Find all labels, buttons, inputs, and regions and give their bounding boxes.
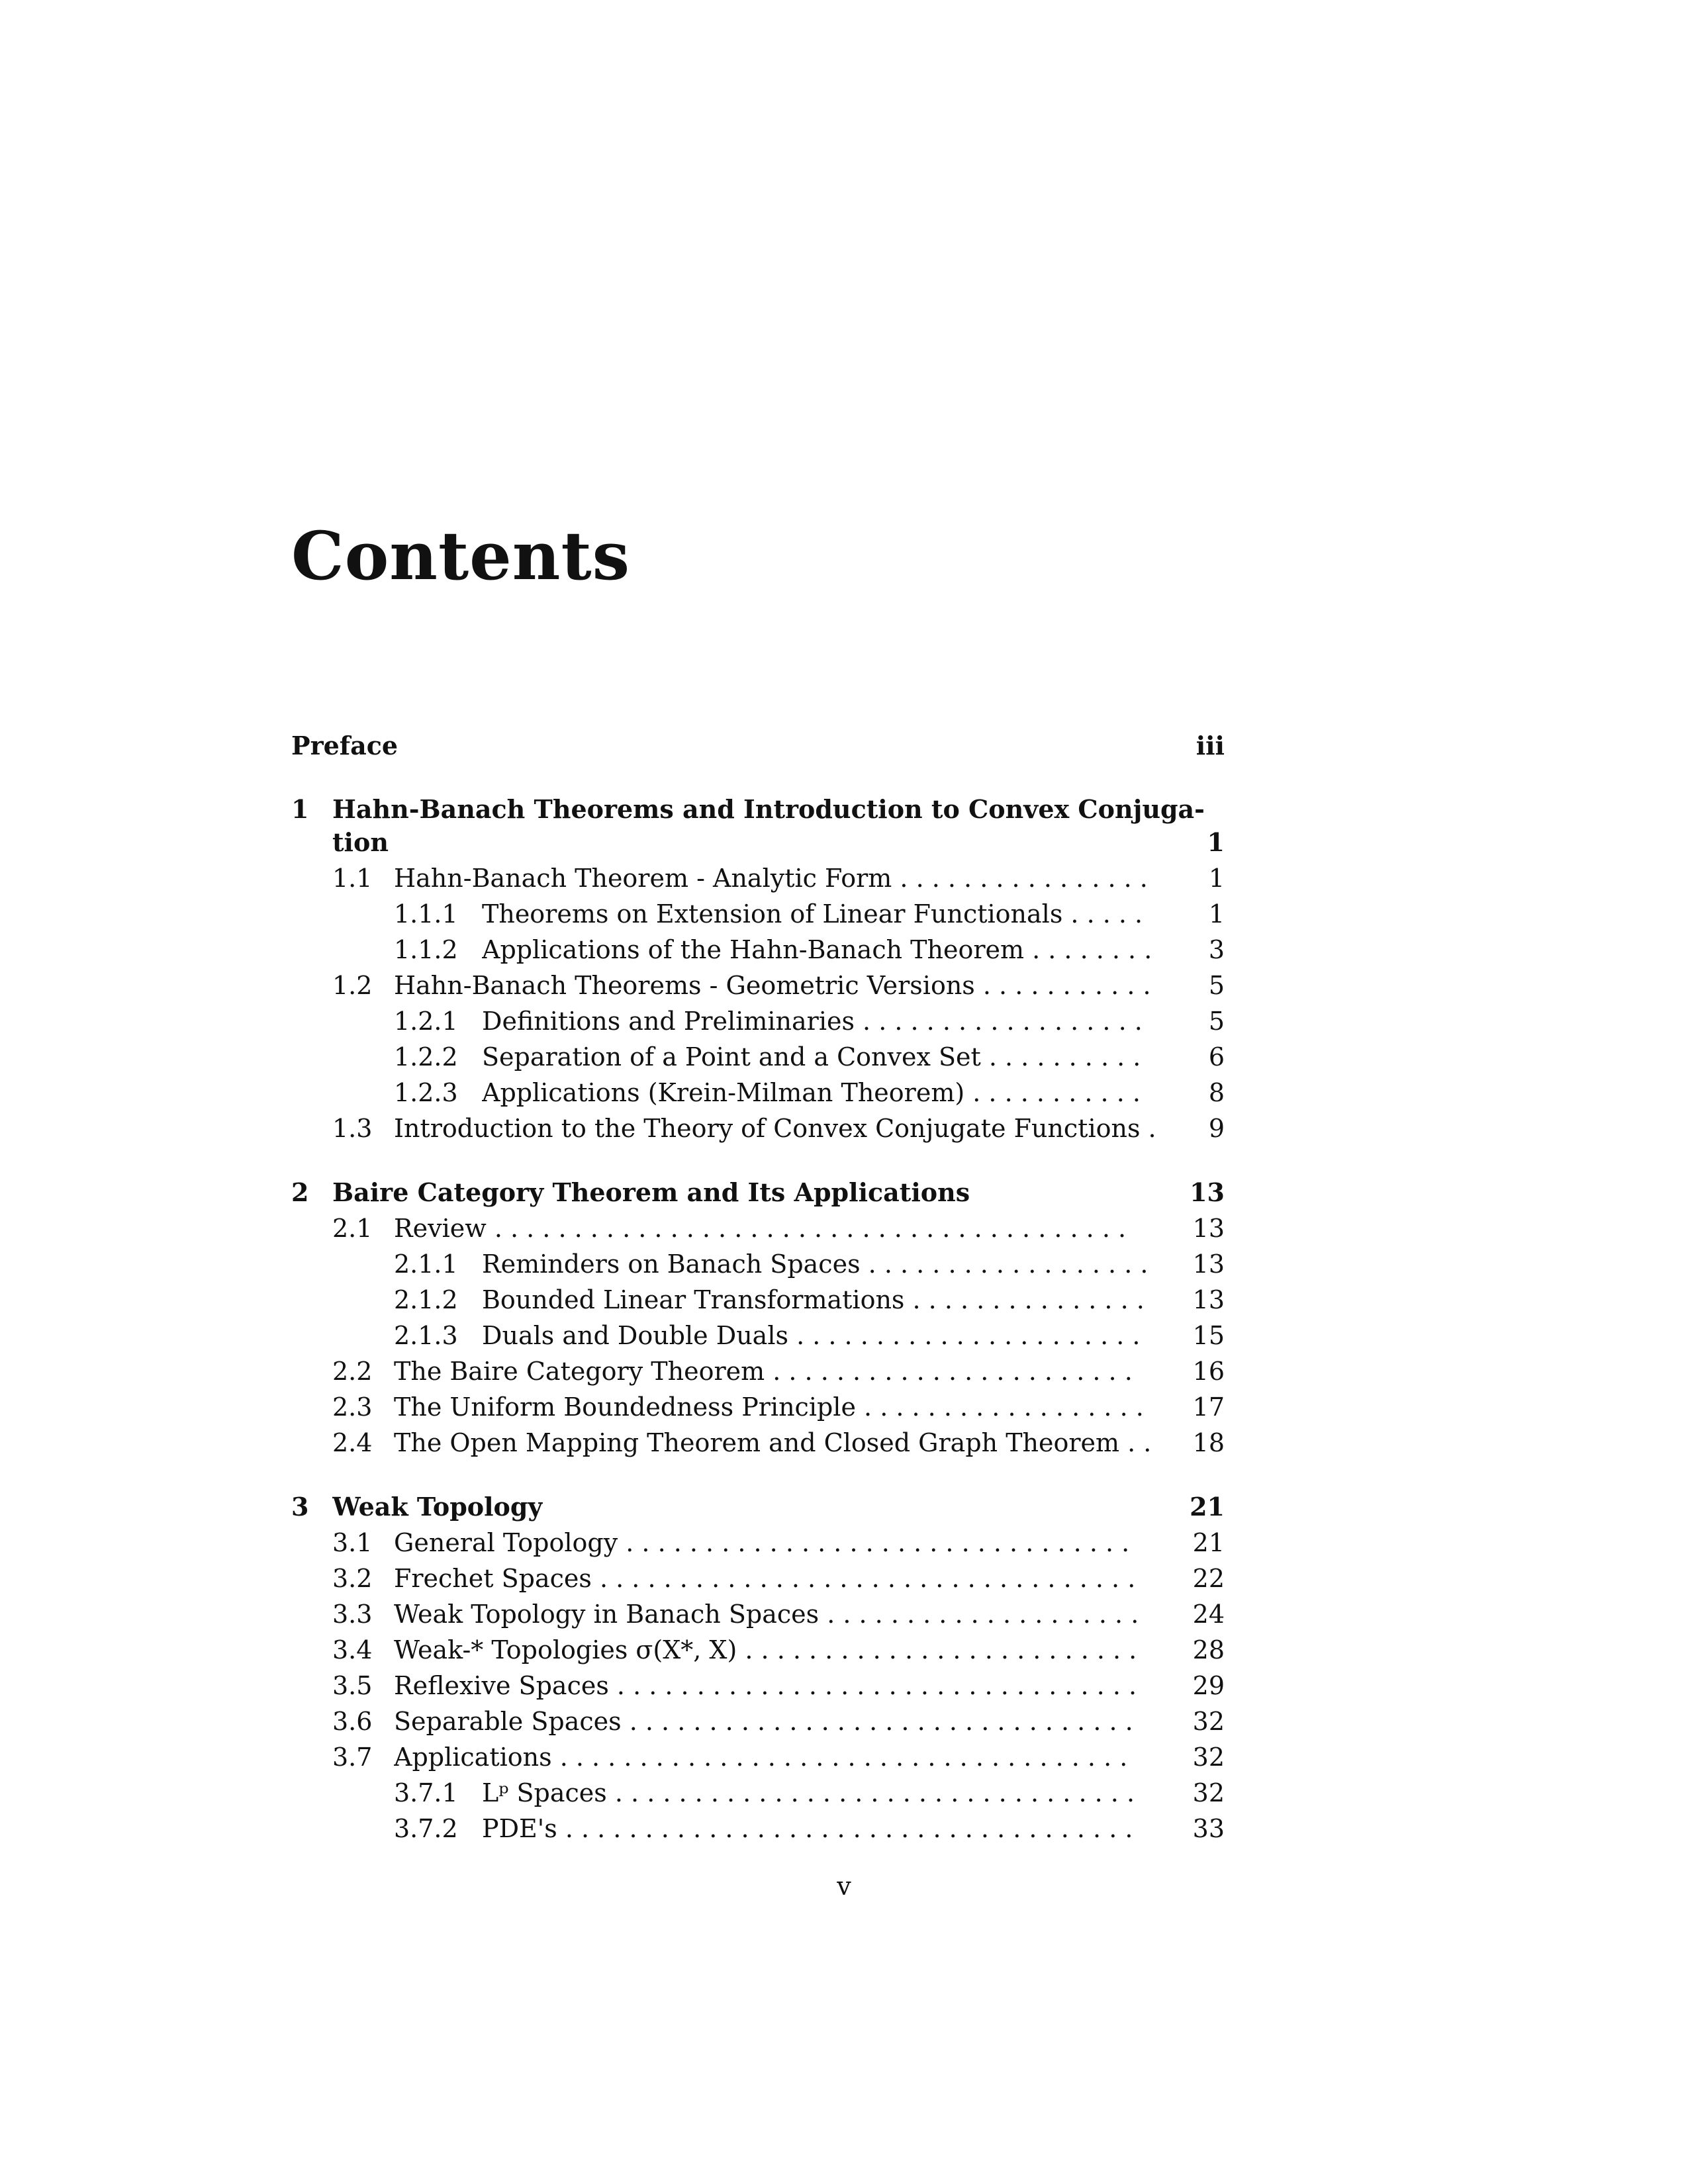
dot-leader: . . . . . . . . . . . . . . . . . . xyxy=(855,1392,1144,1422)
dot-leader: . . . . . . . . . . . . . . . . . . . . . . . . . . . . . . . . . . . . xyxy=(557,1814,1133,1843)
toc-entry-title: Applications (Krein-Milman Theorem) . . . . . . . . . . . xyxy=(482,1078,1141,1107)
toc-entry-number: 3.7.2 xyxy=(394,1814,458,1843)
toc-entry-page: 33 xyxy=(1192,1814,1225,1843)
toc-entry[interactable] xyxy=(291,1811,1225,1846)
toc-entry[interactable] xyxy=(291,1353,1225,1389)
toc-entry-number: 2.2 xyxy=(332,1357,373,1386)
toc-entry-page: 6 xyxy=(1208,1042,1225,1071)
dot-leader: . . . . . . . . . . . . . . . . . . . . . . . . . xyxy=(737,1635,1137,1664)
toc-entry-title: Hahn-Banach Theorem - Analytic Form . . . . . . . . . . . . . . . . xyxy=(394,864,1148,893)
toc-entry-title: The Uniform Boundedness Principle . . . . . . . . . . . . . . . . . . xyxy=(394,1392,1144,1422)
toc-entry[interactable] xyxy=(291,1632,1225,1668)
toc-entry-page: 5 xyxy=(1208,1007,1225,1036)
dot-leader: . . xyxy=(1119,1428,1152,1457)
dot-leader: . . . . . . . . . . . . . . . . xyxy=(892,864,1148,893)
toc-preface-page: iii xyxy=(1196,731,1225,760)
toc-entry-page: 9 xyxy=(1208,1114,1225,1143)
toc-entry[interactable] xyxy=(291,1561,1225,1596)
toc-entry[interactable] xyxy=(291,1775,1225,1811)
toc-chapter-number: 2 xyxy=(291,1177,309,1207)
toc-entry-number: 2.1.3 xyxy=(394,1321,458,1350)
toc-entry-page: 18 xyxy=(1192,1428,1225,1457)
dot-leader: . . . . . . . . . . . . . . . . . . . . . . . . . . . . . . . . . . . . xyxy=(551,1743,1128,1772)
toc-entry-page: 3 xyxy=(1208,935,1225,964)
toc-entry-title: Hahn-Banach Theorems - Geometric Versions . . . . . . . . . . . xyxy=(394,971,1151,1000)
toc-entry[interactable] xyxy=(291,932,1225,968)
toc-entry-page: 13 xyxy=(1192,1250,1225,1279)
toc-entry[interactable] xyxy=(291,860,1225,896)
toc-entry-page: 32 xyxy=(1192,1778,1225,1807)
toc-chapter-title: Hahn-Banach Theorems and Introduction to Convex Conjuga- xyxy=(332,794,1205,824)
toc-entry-number: 1.1.2 xyxy=(394,935,458,964)
toc-chapter-1-line2[interactable] xyxy=(291,825,1225,860)
toc-entry-number: 2.1.1 xyxy=(394,1250,458,1279)
toc-chapter-page: 1 xyxy=(1207,827,1225,857)
toc-entry[interactable] xyxy=(291,1282,1225,1318)
toc-entry[interactable] xyxy=(291,1668,1225,1704)
toc-preface-label: Preface xyxy=(291,731,399,760)
toc-entry-page: 21 xyxy=(1192,1528,1225,1557)
toc-entry-number: 2.1 xyxy=(332,1214,373,1243)
toc-entry-page: 29 xyxy=(1192,1671,1225,1700)
toc-entry-title: PDE's . . . . . . . . . . . . . . . . . . . . . . . . . . . . . . . . . . . . xyxy=(482,1814,1133,1843)
toc-entry-title: Applications . . . . . . . . . . . . . . . . . . . . . . . . . . . . . . . . . . . . xyxy=(394,1743,1128,1772)
toc-entry-number: 1.3 xyxy=(332,1114,373,1143)
toc-entry-number: 3.1 xyxy=(332,1528,373,1557)
toc-chapter-page: 21 xyxy=(1190,1492,1225,1522)
toc-entry-title: Lᵖ Spaces . . . . . . . . . . . . . . . . . . . . . . . . . . . . . . . . . xyxy=(482,1778,1135,1807)
page-number: v xyxy=(837,1872,851,1901)
toc-entry[interactable] xyxy=(291,1389,1225,1425)
toc-entry-title: Review . . . . . . . . . . . . . . . . . . . . . . . . . . . . . . . . . . . . . . . . xyxy=(394,1214,1127,1243)
toc-entry-title: Separable Spaces . . . . . . . . . . . . . . . . . . . . . . . . . . . . . . . . xyxy=(394,1707,1133,1736)
toc-entry-number: 1.2.3 xyxy=(394,1078,458,1107)
toc-chapter-number: 1 xyxy=(291,794,309,824)
toc-entry-title: Frechet Spaces . . . . . . . . . . . . . . . . . . . . . . . . . . . . . . . . . . xyxy=(394,1564,1136,1593)
toc-entry[interactable] xyxy=(291,1246,1225,1282)
dot-leader: . . . . . . . . . . . . . . . . . . . . xyxy=(819,1600,1139,1629)
dot-leader: . . . . . . . . xyxy=(1024,935,1152,964)
toc-entry-number: 1.2 xyxy=(332,971,373,1000)
toc-chapter-1-line1[interactable] xyxy=(291,792,1225,827)
toc-entry[interactable] xyxy=(291,1003,1225,1039)
toc-entry-number: 3.5 xyxy=(332,1671,373,1700)
dot-leader: . . . . . . . . . . . xyxy=(964,1078,1141,1107)
toc-entry-title: Reflexive Spaces . . . . . . . . . . . . . . . . . . . . . . . . . . . . . . . . . xyxy=(394,1671,1137,1700)
toc-entry-page: 28 xyxy=(1192,1635,1225,1664)
toc-entry-page: 13 xyxy=(1192,1285,1225,1314)
toc-entry-title: Introduction to the Theory of Convex Conjugate Functions . xyxy=(394,1114,1156,1143)
dot-leader: . . . . . . . . . . . . . . . . . . . . . . . . . . . . . . . . xyxy=(621,1707,1133,1736)
toc-entry-title: Definitions and Preliminaries . . . . . . . . . . . . . . . . . . xyxy=(482,1007,1143,1036)
toc-entry[interactable] xyxy=(291,896,1225,932)
dot-leader: . . . . . xyxy=(1062,899,1143,929)
toc-entry-page: 8 xyxy=(1208,1078,1225,1107)
toc-entry-number: 1.1 xyxy=(332,864,373,893)
dot-leader: . . . . . . . . . . . . . . . . . . . . . . . . . . . . . . . . . . . . . . . . xyxy=(486,1214,1127,1243)
dot-leader: . . . . . . . . . . . . . . . . . . . . . . . xyxy=(765,1357,1133,1386)
dot-leader: . . . . . . . . . . . . . . . . . . . . . . . . . . . . . . . . . . xyxy=(591,1564,1136,1593)
toc-entry[interactable] xyxy=(291,1210,1225,1246)
page-title: Contents xyxy=(291,517,631,595)
dot-leader: . xyxy=(1140,1114,1156,1143)
toc-chapter-3[interactable] xyxy=(291,1489,1225,1525)
toc-entry-title: Theorems on Extension of Linear Functionals . . . . . xyxy=(482,899,1143,929)
toc-entry-page: 15 xyxy=(1192,1321,1225,1350)
toc-entry-number: 3.2 xyxy=(332,1564,373,1593)
toc-entry-number: 3.4 xyxy=(332,1635,373,1664)
toc-entry-number: 3.6 xyxy=(332,1707,373,1736)
toc-entry-page: 32 xyxy=(1192,1707,1225,1736)
dot-leader: . . . . . . . . . . . . . . . . . . xyxy=(854,1007,1143,1036)
toc-chapter-page: 13 xyxy=(1190,1177,1225,1207)
toc-entry-title: Separation of a Point and a Convex Set . . . . . . . . . . xyxy=(482,1042,1141,1071)
toc-entry-title: Applications of the Hahn-Banach Theorem . . . . . . . . xyxy=(482,935,1152,964)
toc-preface[interactable] xyxy=(291,728,1225,764)
toc-entry-page: 13 xyxy=(1192,1214,1225,1243)
toc-entry-number: 1.1.1 xyxy=(394,899,458,929)
toc-entry-number: 3.7.1 xyxy=(394,1778,458,1807)
toc-entry-title: General Topology . . . . . . . . . . . . . . . . . . . . . . . . . . . . . . . . xyxy=(394,1528,1130,1557)
toc-chapter-title-continued: tion xyxy=(332,827,389,857)
toc-entry[interactable] xyxy=(291,1039,1225,1075)
dot-leader: . . . . . . . . . . . . . . . . . . xyxy=(860,1250,1149,1279)
toc-entry-number: 3.3 xyxy=(332,1600,373,1629)
toc-entry-title: Duals and Double Duals . . . . . . . . . . . . . . . . . . . . . . xyxy=(482,1321,1141,1350)
toc-entry-page: 22 xyxy=(1192,1564,1225,1593)
toc-entry-title: Weak Topology in Banach Spaces . . . . . . . . . . . . . . . . . . . . xyxy=(394,1600,1139,1629)
dot-leader: . . . . . . . . . . xyxy=(980,1042,1141,1071)
toc-entry[interactable] xyxy=(291,968,1225,1003)
dot-leader: . . . . . . . . . . . . . . . xyxy=(904,1285,1145,1314)
toc-entry[interactable] xyxy=(291,1425,1225,1461)
toc-entry-number: 3.7 xyxy=(332,1743,373,1772)
toc-chapter-title: Weak Topology xyxy=(332,1492,543,1522)
toc-entry-page: 32 xyxy=(1192,1743,1225,1772)
toc-chapter-number: 3 xyxy=(291,1492,309,1522)
toc-entry-number: 2.1.2 xyxy=(394,1285,458,1314)
toc-entry-number: 2.4 xyxy=(332,1428,373,1457)
toc-entry-title: Reminders on Banach Spaces . . . . . . . . . . . . . . . . . . xyxy=(482,1250,1149,1279)
dot-leader: . . . . . . . . . . . . . . . . . . . . . . . . . . . . . . . . xyxy=(618,1528,1130,1557)
toc-chapter-2[interactable] xyxy=(291,1175,1225,1210)
toc-entry-page: 24 xyxy=(1192,1600,1225,1629)
toc-entry[interactable] xyxy=(291,1075,1225,1111)
dot-leader: . . . . . . . . . . . . . . . . . . . . . . . . . . . . . . . . . xyxy=(608,1671,1137,1700)
dot-leader: . . . . . . . . . . . xyxy=(974,971,1151,1000)
toc-entry-number: 1.2.2 xyxy=(394,1042,458,1071)
toc-entry[interactable] xyxy=(291,1739,1225,1775)
toc-entry-title: Weak-* Topologies σ(X*, X) . . . . . . . . . . . . . . . . . . . . . . . . . xyxy=(394,1635,1137,1664)
toc-entry-page: 1 xyxy=(1208,899,1225,929)
toc-entry-page: 1 xyxy=(1208,864,1225,893)
dot-leader: . . . . . . . . . . . . . . . . . . . . . . xyxy=(788,1321,1141,1350)
toc-entry-page: 17 xyxy=(1192,1392,1225,1422)
toc-entry-page: 5 xyxy=(1208,971,1225,1000)
toc-chapter-title: Baire Category Theorem and Its Applications xyxy=(332,1177,970,1207)
toc-entry[interactable] xyxy=(291,1525,1225,1561)
toc-entry[interactable] xyxy=(291,1596,1225,1632)
toc-entry-page: 16 xyxy=(1192,1357,1225,1386)
toc-entry-number: 2.3 xyxy=(332,1392,373,1422)
toc-entry-number: 1.2.1 xyxy=(394,1007,458,1036)
toc-entry-title: The Open Mapping Theorem and Closed Graph Theorem . . xyxy=(394,1428,1152,1457)
toc-entry[interactable] xyxy=(291,1318,1225,1353)
dot-leader: . . . . . . . . . . . . . . . . . . . . . . . . . . . . . . . . . xyxy=(606,1778,1135,1807)
toc-entry[interactable] xyxy=(291,1704,1225,1739)
toc-entry[interactable] xyxy=(291,1111,1225,1146)
toc-entry-title: The Baire Category Theorem . . . . . . . . . . . . . . . . . . . . . . . xyxy=(394,1357,1133,1386)
toc-entry-title: Bounded Linear Transformations . . . . . . . . . . . . . . . xyxy=(482,1285,1145,1314)
